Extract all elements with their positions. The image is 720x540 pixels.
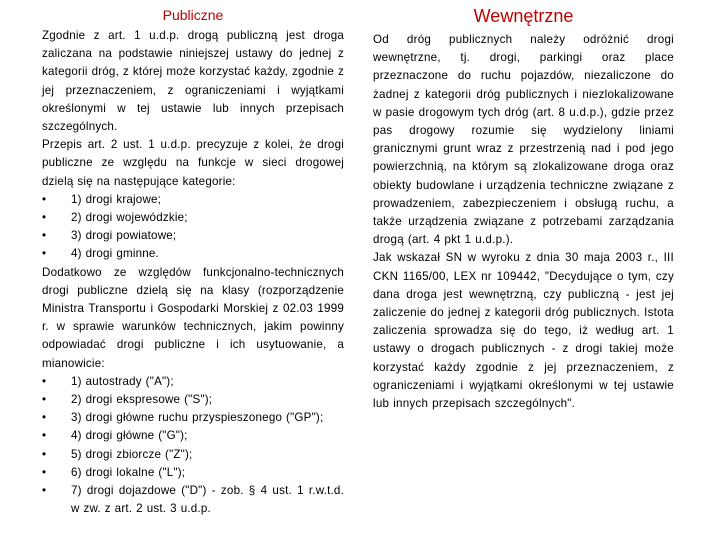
supreme-court-ruling-paragraph: Jak wskazał SN w wyroku z dnia 30 maja 2003 r., III CKN 1165/00, LEX nr 109442, "Decydujące o tym, czy dana droga jest wewnętrzną, czy publiczną - jest jej zaliczenie do jednej z kategorii dróg publicznych. Istota zaliczenia sprowadza się do tego, iż według art. 1 ustawy o drogach publicznych - z drogi takiej może korzystać każdy zgodnie z jej przeznaczeniem, z ograniczeniami i wyjątkami określonymi w tej ustawie lub innych przepisach szczególnych". <box>373 251 674 411</box>
bullet-icon: • <box>42 192 47 206</box>
list-item <box>42 409 344 427</box>
list-item <box>42 245 344 263</box>
list-item-text: 4) drogi główne ("G"); <box>71 429 188 443</box>
wewnetrzne-heading: Wewnętrzne <box>473 6 574 26</box>
publiczne-heading: Publiczne <box>162 7 224 23</box>
bullet-icon: • <box>42 247 47 261</box>
list-item-text: 4) drogi gminne. <box>71 247 159 261</box>
definition-paragraph: Zgodnie z art. 1 u.d.p. drogą publiczną jest droga zaliczana na podstawie niniejszej ustawy do jednej z kategorii dróg, z której może korzystać każdy, zgodnie z jej przeznaczeniem, z ograniczeniami i wyjątkami określonymi w tej ustawie lub innych przepisach szczególnych. <box>42 29 344 134</box>
bullet-icon: • <box>42 411 47 425</box>
list-item <box>42 209 344 227</box>
bullet-icon: • <box>42 229 47 243</box>
internal-roads-text <box>373 31 674 413</box>
bullet-icon: • <box>42 211 47 225</box>
list-item-text: 6) drogi lokalne ("L"); <box>71 465 186 479</box>
list-item-text: 2) drogi wojewódzkie; <box>71 211 188 225</box>
list-item-text: 3) drogi powiatowe; <box>71 229 177 243</box>
list-item <box>42 391 344 409</box>
list-item-text: 5) drogi zbiorcze ("Z"); <box>71 447 193 461</box>
road-categories-list <box>42 191 344 264</box>
list-item <box>42 227 344 245</box>
list-item <box>42 373 344 391</box>
list-item-text: 1) autostrady ("A"); <box>71 374 174 388</box>
internal-roads-definition-paragraph: Od dróg publicznych należy odróżnić drogi wewnętrzne, tj. drogi, parkingi oraz place przeznaczone do ruchu pojazdów, niezaliczone do żadnej z kategorii dróg publicznych i niezlokalizowane w pasie drogowym tych dróg (art. 8 u.d.p.), gdzie przez pas drogowy rozumie się wydzielony liniami granicznymi grunt wraz z przestrzenią nad i pod jego powierzchnią, na którym są zlokalizowane droga oraz obiekty budowlane i urządzenia techniczne związane z prowadzeniem, zabezpieczeniem i obsługą ruchu, a także urządzenia związane z potrzebami zarządzania drogą (art. 4 pkt 1 u.d.p.). <box>373 33 674 247</box>
list-item <box>42 464 344 482</box>
bullet-icon: • <box>42 393 47 407</box>
list-item <box>42 427 344 445</box>
public-roads-text <box>42 27 344 518</box>
bullet-icon: • <box>42 447 47 461</box>
list-item-text: 1) drogi krajowe; <box>71 192 162 206</box>
bullet-icon: • <box>42 484 47 498</box>
list-item <box>42 482 344 518</box>
list-item <box>42 191 344 209</box>
classes-intro-paragraph: Dodatkowo ze względów funkcjonalno-technicznych drogi publiczne dzielą się na klasy (rozporządzenie Ministra Transportu i Gospodarki Morskiej z 02.03 1999 r. w sprawie warunków technicznych, jakim powinny odpowiadać drogi publiczne i ich usytuowanie, a mianowicie: <box>42 265 344 370</box>
bullet-icon: • <box>42 465 47 479</box>
categories-intro-paragraph: Przepis art. 2 ust. 1 u.d.p. precyzuje z kolei, że drogi publiczne ze względu na funkcje w sieci drogowej dzielą się na następujące kategorie: <box>42 138 344 188</box>
road-classes-list <box>42 373 344 519</box>
list-item-text: 2) drogi ekspresowe ("S"); <box>71 393 213 407</box>
bullet-icon: • <box>42 374 47 388</box>
list-item-text: 3) drogi główne ruchu przyspieszonego ("GP"); <box>71 411 324 425</box>
bullet-icon: • <box>42 429 47 443</box>
list-item-text: 7) drogi dojazdowe ("D") - zob. § 4 ust. 1 r.w.t.d. w zw. z art. 2 ust. 3 u.d.p. <box>71 484 344 516</box>
list-item <box>42 446 344 464</box>
